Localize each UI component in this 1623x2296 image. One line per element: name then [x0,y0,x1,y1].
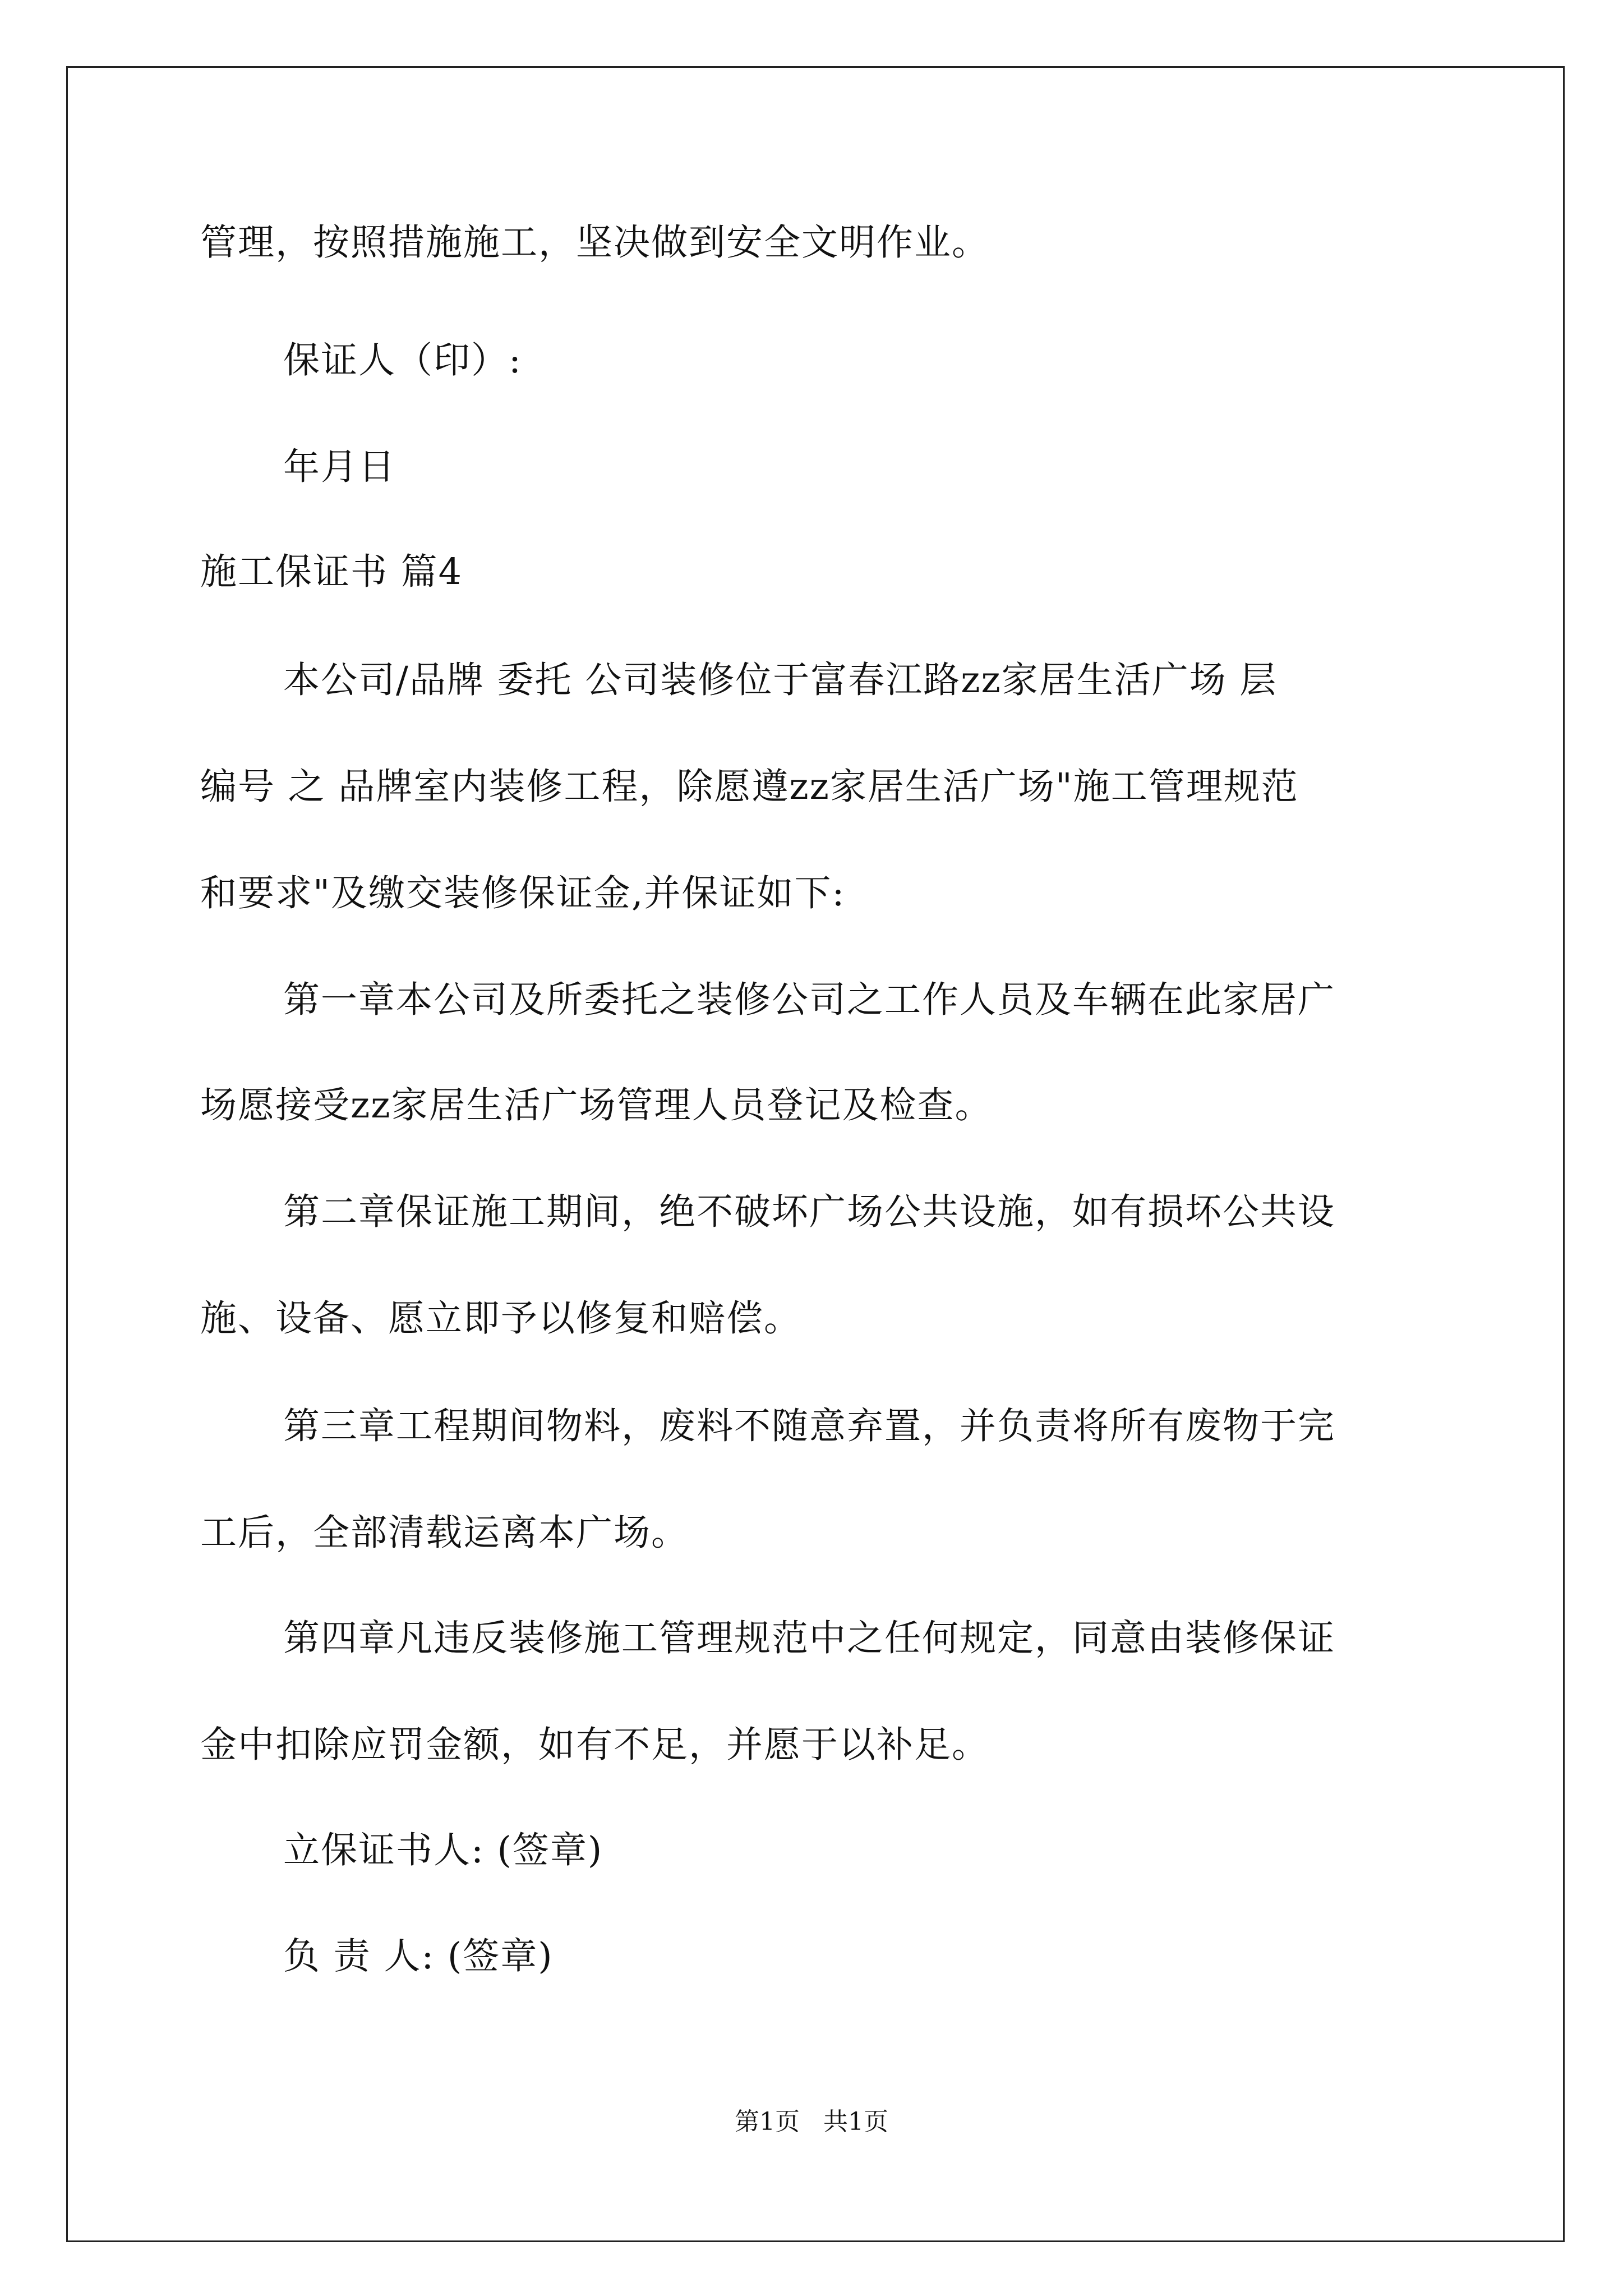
text-line-2: 保证人（印）: [283,339,522,381]
text-line-10: 第二章保证施工期间，绝不破坏广场公共设施，如有损坏公共设 [283,1191,1336,1233]
text-line-1: 管理，按照措施施工，坚决做到安全文明作业。 [200,222,990,264]
text-line-12: 第三章工程期间物料，废料不随意弃置，并负责将所有废物于完 [283,1405,1336,1447]
text-line-11: 施、设备、愿立即予以修复和赔偿。 [200,1297,802,1340]
text-line-5: 本公司/品牌 委托 公司装修位于富春江路zz家居生活广场 层 [283,659,1278,701]
page-border [66,66,1565,2242]
text-line-15: 金中扣除应罚金额，如有不足，并愿于以补足。 [200,1724,990,1766]
text-line-14: 第四章凡违反装修施工管理规范中之任何规定，同意由装修保证 [283,1617,1336,1659]
signature-line-guarantor: 立保证书人: (签章) [283,1829,603,1871]
text-line-13: 工后，全部清载运离本广场。 [200,1512,689,1554]
text-line-7: 和要求"及缴交装修保证金,并保证如下: [200,872,846,914]
signature-line-responsible: 负 责 人: (签章) [283,1935,554,1977]
text-line-8: 第一章本公司及所委托之装修公司之工作人员及车辆在此家居广 [283,979,1336,1021]
text-line-9: 场愿接受zz家居生活广场管理人员登记及检查。 [200,1084,993,1126]
text-line-3: 年月日 [283,446,396,488]
section-heading: 施工保证书 篇4 [200,551,463,593]
page-footer: 第1页 共1页 [735,2108,888,2136]
text-line-6: 编号 之 品牌室内装修工程，除愿遵zz家居生活广场"施工管理规范 [200,766,1299,808]
